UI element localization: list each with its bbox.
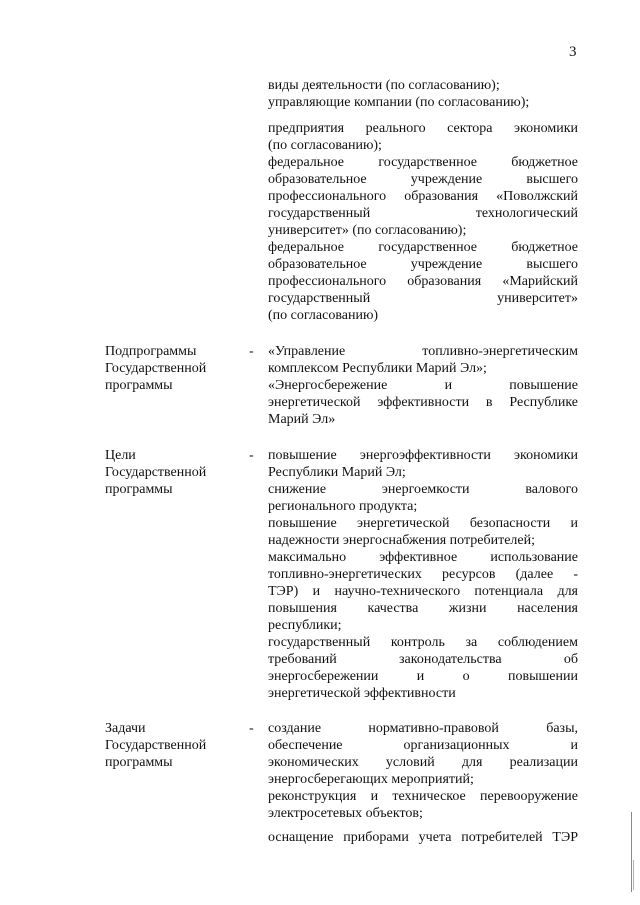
continued-line: образовательное учреждение высшего	[268, 172, 578, 187]
section-line: энергетической эффективности в Республике	[268, 395, 578, 410]
section-label: Государственной	[105, 361, 207, 376]
section-label: Цели	[105, 448, 136, 463]
continued-line: государственный технологический	[268, 206, 578, 221]
continued-line: федеральное государственное бюджетное	[268, 240, 578, 255]
section-dash: -	[249, 721, 254, 736]
section-label: Государственной	[105, 738, 207, 753]
section-dash: -	[249, 344, 254, 359]
section-line: «Энергосбережение и повышение	[268, 378, 578, 393]
section-line: надежности энергоснабжения потребителей;	[268, 533, 535, 548]
section-line: Марий Эл»	[268, 412, 336, 427]
section-label: программы	[105, 482, 173, 497]
section-line: Республики Марий Эл;	[268, 465, 406, 480]
section-line: снижение энергоемкости валового	[268, 482, 578, 497]
section-line: создание нормативно-правовой базы,	[268, 721, 578, 736]
scan-edge-mark	[631, 812, 632, 892]
section-line: оснащение приборами учета потребителей ТЭР	[268, 830, 578, 845]
section-dash: -	[249, 448, 254, 463]
section-line: комплексом Республики Марий Эл»;	[268, 361, 487, 376]
section-label: программы	[105, 378, 173, 393]
section-label: Подпрограммы	[105, 344, 197, 359]
section-label: Задачи	[105, 721, 146, 736]
continued-line: образовательное учреждение высшего	[268, 257, 578, 272]
section-line: повышение энергоэффективности экономики	[268, 448, 578, 463]
section-label: программы	[105, 755, 173, 770]
section-line: республики;	[268, 618, 342, 633]
section-line: электросетевых объектов;	[268, 806, 423, 821]
section-line: государственный контроль за соблюдением	[268, 635, 578, 650]
section-line: максимально эффективное использование	[268, 550, 578, 565]
continued-line: государственный университет»	[268, 291, 578, 306]
section-line: ТЭР) и научно-технического потенциала для	[268, 584, 578, 599]
continued-line: предприятия реального сектора экономики	[268, 121, 578, 136]
continued-line: управляющие компании (по согласованию);	[268, 95, 530, 110]
section-line: обеспечение организационных и	[268, 738, 578, 753]
section-line: повышение энергетической безопасности и	[268, 516, 578, 531]
section-line: требований законодательства об	[268, 652, 578, 667]
scan-edge-mark	[633, 860, 634, 890]
continued-line: (по согласованию);	[268, 138, 382, 153]
section-line: реконструкция и техническое перевооружение	[268, 789, 578, 804]
page-number: 3	[569, 44, 577, 60]
continued-line: университет» (по согласованию);	[268, 223, 467, 238]
continued-line: профессионального образования «Марийский	[268, 274, 578, 289]
section-line: энергосбережении и о повышении	[268, 669, 578, 684]
continued-line: федеральное государственное бюджетное	[268, 155, 578, 170]
section-line: экономических условий для реализации	[268, 755, 578, 770]
continued-line: (по согласованию)	[268, 308, 379, 323]
section-line: топливно-энергетических ресурсов (далее -	[268, 567, 578, 582]
section-line: «Управление топливно-энергетическим	[268, 344, 578, 359]
section-line: энергетической эффективности	[268, 686, 456, 701]
continued-line: профессионального образования «Поволжский	[268, 189, 578, 204]
continued-line: виды деятельности (по согласованию);	[268, 78, 500, 93]
section-line: регионального продукта;	[268, 499, 418, 514]
section-line: повышения качества жизни населения	[268, 601, 578, 616]
section-line: энергосберегающих мероприятий;	[268, 772, 474, 787]
section-label: Государственной	[105, 465, 207, 480]
